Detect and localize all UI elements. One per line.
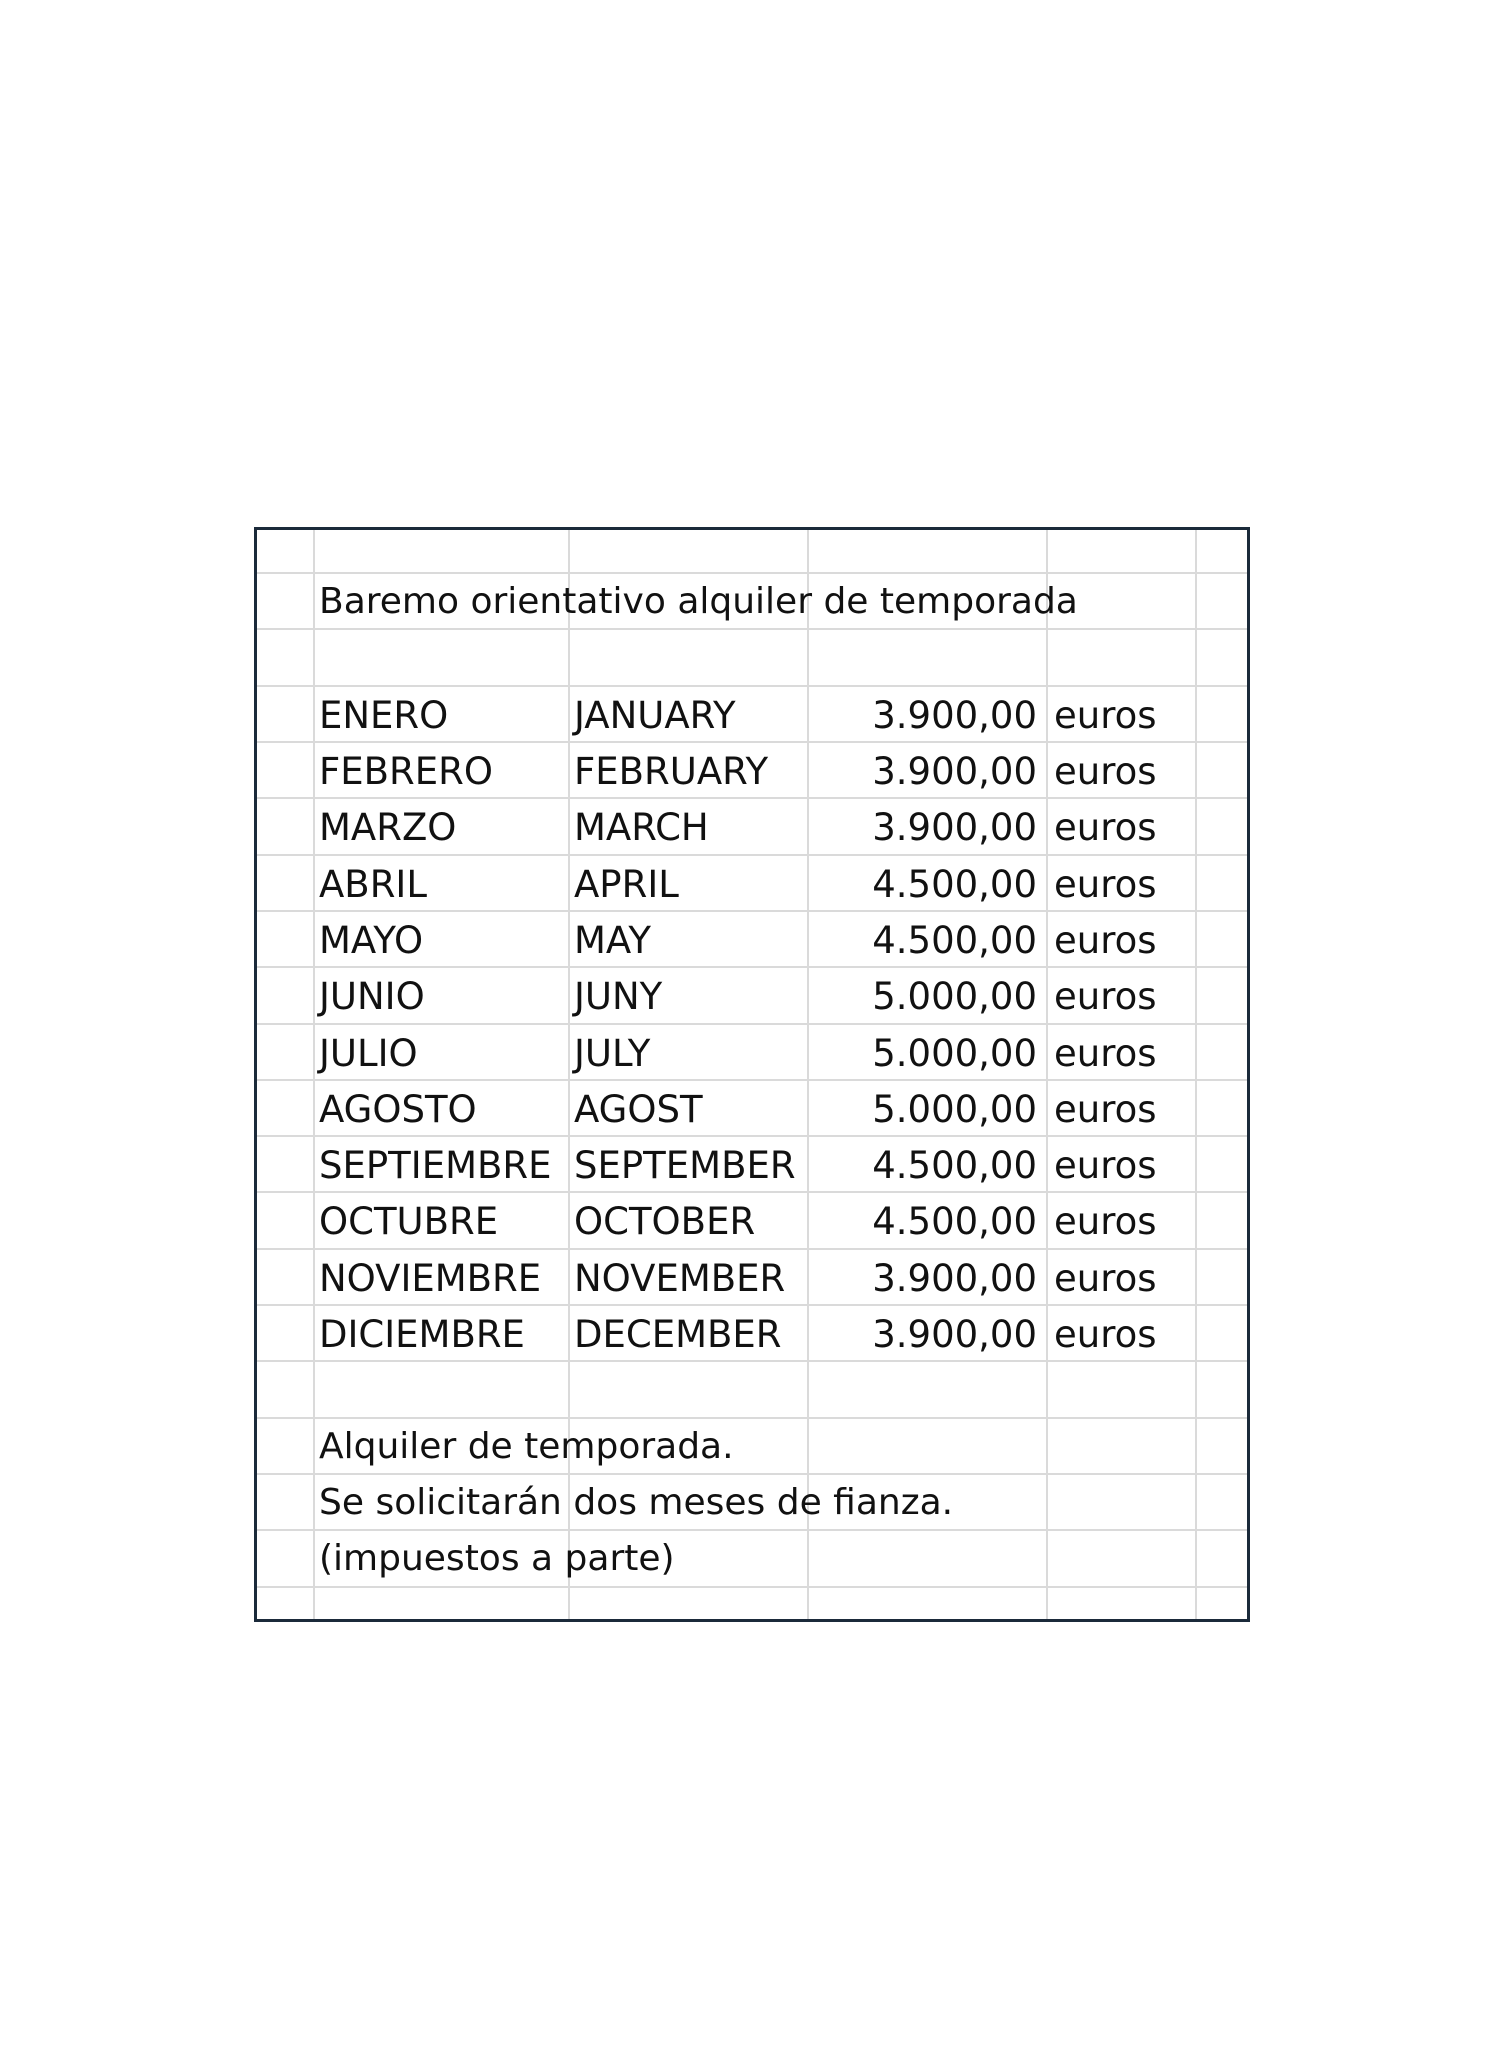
month-es: MAYO [319, 919, 424, 962]
note-line: (impuestos a parte) [319, 1538, 675, 1579]
currency-label: euros [1054, 750, 1157, 793]
currency-label: euros [1054, 1313, 1157, 1356]
month-en: JULY [574, 1032, 651, 1075]
gridline [257, 1417, 1247, 1419]
month-en: JANUARY [574, 694, 736, 737]
gridline [257, 966, 1247, 968]
note-line: Alquiler de temporada. [319, 1426, 734, 1467]
month-es: NOVIEMBRE [319, 1257, 542, 1300]
month-amount: 3.900,00 [872, 694, 1037, 737]
month-es: JUNIO [319, 975, 425, 1018]
gridline [257, 1473, 1247, 1475]
month-es: AGOSTO [319, 1088, 477, 1131]
gridline [257, 854, 1247, 856]
gridline [257, 1529, 1247, 1531]
month-es: MARZO [319, 806, 457, 849]
currency-label: euros [1054, 1032, 1157, 1075]
month-en: JUNY [574, 975, 663, 1018]
currency-label: euros [1054, 919, 1157, 962]
gridline [257, 1248, 1247, 1250]
gridline [257, 572, 1247, 574]
month-es: FEBRERO [319, 750, 493, 793]
month-amount: 4.500,00 [872, 1144, 1037, 1187]
gridline [1046, 530, 1048, 1619]
gridline [257, 1191, 1247, 1193]
month-amount: 5.000,00 [872, 975, 1037, 1018]
note-line: Se solicitarán dos meses de fianza. [319, 1482, 954, 1523]
currency-label: euros [1054, 1200, 1157, 1243]
currency-label: euros [1054, 1257, 1157, 1300]
gridline [257, 797, 1247, 799]
month-es: SEPTIEMBRE [319, 1144, 552, 1187]
month-en: DECEMBER [574, 1313, 782, 1356]
month-amount: 4.500,00 [872, 863, 1037, 906]
month-en: APRIL [574, 863, 679, 906]
gridline [807, 530, 809, 1619]
gridline [257, 910, 1247, 912]
month-es: ENERO [319, 694, 449, 737]
month-amount: 3.900,00 [872, 1257, 1037, 1300]
gridline [313, 530, 315, 1619]
gridline [1195, 530, 1197, 1619]
gridline [257, 741, 1247, 743]
currency-label: euros [1054, 1088, 1157, 1131]
month-en: OCTOBER [574, 1200, 756, 1243]
currency-label: euros [1054, 1144, 1157, 1187]
month-amount: 5.000,00 [872, 1088, 1037, 1131]
gridline [257, 628, 1247, 630]
month-en: MARCH [574, 806, 709, 849]
month-en: SEPTEMBER [574, 1144, 796, 1187]
gridline [257, 1135, 1247, 1137]
month-es: JULIO [319, 1032, 418, 1075]
sheet-title: Baremo orientativo alquiler de temporada [319, 581, 1078, 622]
gridline [257, 1360, 1247, 1362]
currency-label: euros [1054, 694, 1157, 737]
month-en: AGOST [574, 1088, 703, 1131]
gridline [257, 685, 1247, 687]
month-es: ABRIL [319, 863, 427, 906]
month-en: MAY [574, 919, 651, 962]
gridline [257, 1586, 1247, 1588]
month-en: NOVEMBER [574, 1257, 786, 1300]
spreadsheet-table [254, 527, 1250, 1622]
month-amount: 4.500,00 [872, 1200, 1037, 1243]
currency-label: euros [1054, 975, 1157, 1018]
month-amount: 5.000,00 [872, 1032, 1037, 1075]
currency-label: euros [1054, 863, 1157, 906]
month-amount: 3.900,00 [872, 1313, 1037, 1356]
month-es: DICIEMBRE [319, 1313, 525, 1356]
gridline [257, 1304, 1247, 1306]
month-amount: 3.900,00 [872, 750, 1037, 793]
month-amount: 4.500,00 [872, 919, 1037, 962]
gridline [257, 1023, 1247, 1025]
currency-label: euros [1054, 806, 1157, 849]
gridline [257, 1079, 1247, 1081]
month-amount: 3.900,00 [872, 806, 1037, 849]
month-en: FEBRUARY [574, 750, 769, 793]
month-es: OCTUBRE [319, 1200, 499, 1243]
